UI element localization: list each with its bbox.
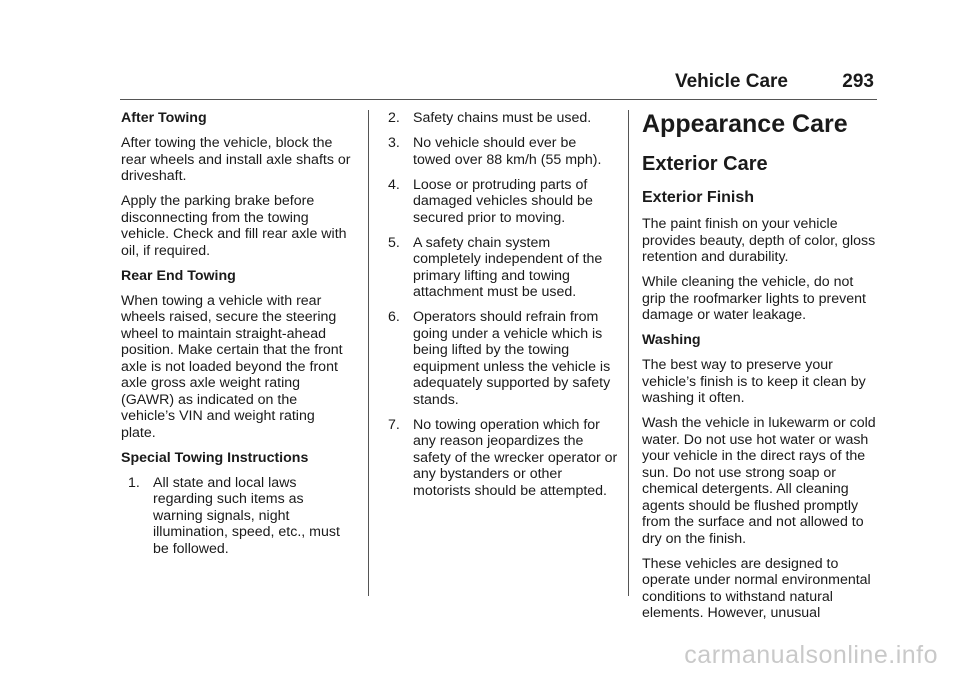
step-text: No vehicle should ever be towed over 88 km/h (55 mph).: [413, 135, 602, 168]
rear-end-towing-heading: Rear End Towing: [121, 267, 236, 284]
list-item: [388, 417, 618, 500]
appearance-care-heading: Appearance Care: [642, 110, 848, 138]
special-towing-list: [121, 475, 353, 558]
step-number: 6.: [388, 309, 400, 325]
step-number: 7.: [388, 416, 400, 433]
page-header: [0, 0, 960, 100]
column-2: [388, 110, 618, 508]
step-text: All state and local laws regarding such items as warning signals, night illumination, speed, etc., must be followed.: [153, 474, 340, 557]
washing-heading: Washing: [642, 332, 701, 348]
exterior-finish-paragraph-1: The paint finish on your vehicle provides beauty, depth of color, gloss retention and durability.: [642, 216, 876, 265]
step-number: 1.: [128, 474, 140, 491]
column-divider-1: [368, 110, 369, 596]
step-text: No towing operation which for any reason jeopardizes the safety of the wrecker operator or any bystanders or other motorists should be attempted.: [413, 416, 618, 499]
washing-paragraph-2: Wash the vehicle in lukewarm or cold water. Do not use hot water or wash your vehicle in the direct rays of the sun. Do not use strong soap or chemical detergents. All cleaning agents should be flushed promptly from the surface and not allowed to dry on the finish.: [642, 415, 876, 547]
list-item: [388, 235, 618, 301]
step-number: 2.: [388, 110, 400, 126]
header-divider: [120, 99, 877, 100]
step-text: Operators should refrain from going under a vehicle which is being lifted by the towing equipment unless the vehicle is adequately supported by safety stands.: [413, 309, 611, 408]
step-text: Loose or protruding parts of damaged vehicles should be secured prior to moving.: [413, 176, 593, 226]
after-towing-heading: After Towing: [121, 110, 207, 126]
after-towing-paragraph-2: Apply the parking brake before disconnecting from the towing vehicle. Check and fill rear axle with oil, if required.: [121, 193, 347, 259]
page-number: 293: [842, 71, 874, 92]
list-item: [388, 309, 618, 408]
watermark-text: carmanualsonline.info: [684, 641, 938, 669]
column-3: [642, 110, 878, 630]
exterior-finish-paragraph-2: While cleaning the vehicle, do not grip the roofmarker lights to prevent damage or water leakage.: [642, 274, 866, 323]
exterior-finish-heading: Exterior Finish: [642, 189, 755, 206]
column-divider-2: [628, 110, 629, 596]
after-towing-paragraph-1: After towing the vehicle, block the rear wheels and install axle shafts or driveshaft.: [121, 135, 351, 184]
special-towing-list-continued: [388, 110, 618, 499]
list-item: [388, 177, 618, 227]
step-number: 5.: [388, 234, 400, 251]
list-item: [388, 135, 618, 168]
section-title: Vehicle Care: [674, 71, 788, 92]
step-number: 3.: [388, 135, 400, 151]
step-text: Safety chains must be used.: [413, 110, 592, 126]
column-1: [121, 110, 353, 566]
list-item: [388, 110, 618, 127]
step-number: 4.: [388, 176, 400, 193]
list-item: [121, 475, 353, 558]
special-towing-heading: Special Towing Instructions: [121, 449, 309, 466]
rear-end-towing-paragraph: When towing a vehicle with rear wheels raised, secure the steering wheel to maintain straight-ahead position. Make certain that the front axle is not loaded beyond the front axle gross axle weight rating (GAWR) as indicated on the vehicle’s VIN and weight rating plate.: [121, 292, 343, 441]
washing-paragraph-1: The best way to preserve your vehicle’s finish is to keep it clean by washing it often.: [642, 357, 866, 406]
exterior-care-heading: Exterior Care: [642, 153, 768, 175]
washing-paragraph-3: These vehicles are designed to operate under normal environmental conditions to withstand natural elements. However, unusual: [642, 555, 871, 621]
step-text: A safety chain system completely independent of the primary lifting and towing attachment must be used.: [413, 234, 603, 300]
